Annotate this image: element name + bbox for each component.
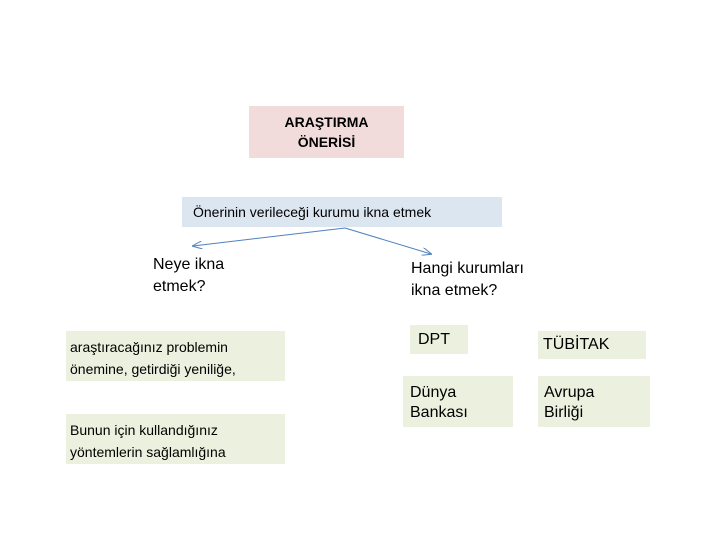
main-goal-text: Önerinin verileceği kurumu ikna etmek xyxy=(193,204,432,220)
institution-world-bank-line-1: Dünya xyxy=(410,384,457,401)
question-left xyxy=(153,254,273,298)
title-line-2: ÖNERİSİ xyxy=(297,134,356,150)
institution-dpt-label: DPT xyxy=(418,331,450,348)
institution-european-union-line-2: Birliği xyxy=(544,404,584,421)
main-goal-box xyxy=(182,197,502,227)
left-box-method-line-1: Bunun için kullandığınız xyxy=(70,422,218,438)
institution-dpt xyxy=(410,325,468,354)
left-box-problem-line-1: araştıracağınız problemin xyxy=(70,339,228,355)
title-line-1: ARAŞTIRMA xyxy=(284,114,369,130)
institution-world-bank xyxy=(403,376,513,427)
arrow-left xyxy=(193,228,345,246)
institution-tubitak xyxy=(538,331,646,359)
title-box xyxy=(249,106,404,158)
left-box-method-line-2: yöntemlerin sağlamlığına xyxy=(70,444,226,460)
question-right-line-2: ikna etmek? xyxy=(411,282,498,299)
left-box-problem-line-2: önemine, getirdiği yeniliğe, xyxy=(70,361,236,377)
question-right xyxy=(411,258,551,302)
question-left-line-2: etmek? xyxy=(153,278,206,295)
institution-world-bank-line-2: Bankası xyxy=(410,404,468,421)
arrow-right xyxy=(345,228,431,254)
left-box-method xyxy=(66,414,285,464)
question-left-line-1: Neye ikna xyxy=(153,256,225,273)
institution-tubitak-label: TÜBİTAK xyxy=(543,336,610,353)
institution-european-union-line-1: Avrupa xyxy=(544,384,595,401)
institution-european-union xyxy=(538,376,650,427)
left-box-problem xyxy=(66,331,285,381)
question-right-line-1: Hangi kurumları xyxy=(411,260,524,277)
